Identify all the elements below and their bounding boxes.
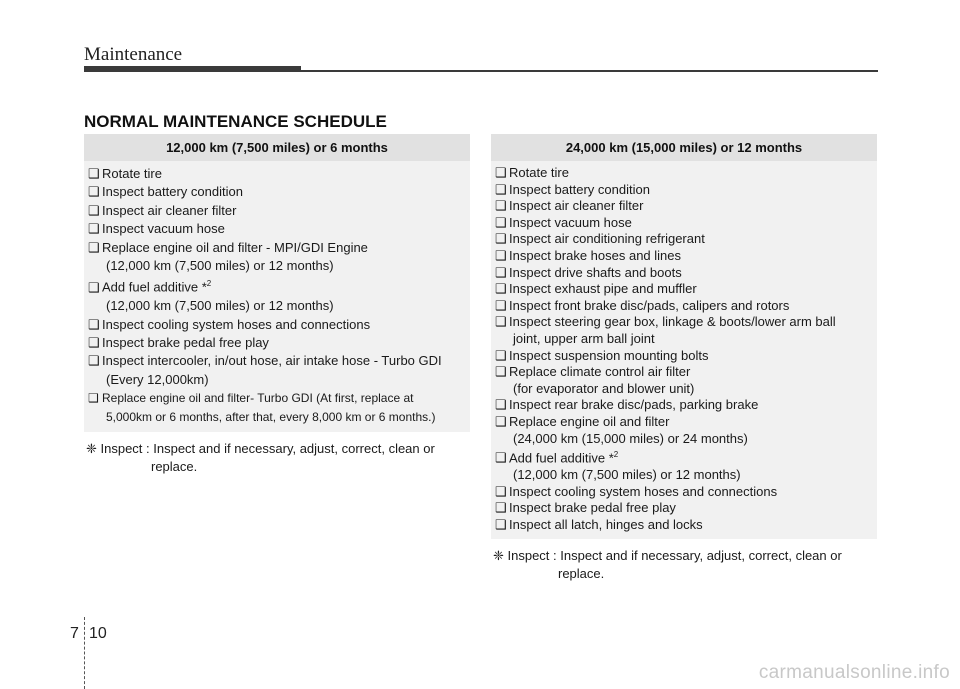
checklist-item-label: Replace engine oil and filter bbox=[509, 413, 670, 429]
checkbox-icon: ❑ bbox=[495, 483, 507, 499]
checkbox-icon: ❑ bbox=[88, 316, 100, 332]
checkbox-icon: ❑ bbox=[88, 279, 100, 295]
checklist-item bbox=[88, 316, 464, 334]
checklist-item-label: Inspect brake pedal free play bbox=[102, 334, 269, 350]
checkbox-icon: ❑ bbox=[88, 334, 100, 350]
checklist-item-label: Inspect front brake disc/pads, calipers and rotors bbox=[509, 297, 790, 313]
checkbox-icon: ❑ bbox=[495, 297, 507, 313]
schedule-column-12000 bbox=[84, 134, 470, 476]
column-heading: 12,000 km (7,500 miles) or 6 months bbox=[84, 134, 470, 161]
checklist-item bbox=[88, 165, 464, 183]
checklist-item-label: Inspect air cleaner filter bbox=[102, 202, 237, 218]
checkbox-icon: ❑ bbox=[88, 353, 100, 369]
checklist-item-label: Replace engine oil and filter - MPI/GDI Engine bbox=[102, 239, 368, 255]
checklist-item bbox=[88, 275, 464, 297]
checklist-item bbox=[88, 334, 464, 352]
checklist-item bbox=[495, 414, 871, 431]
checklist-item bbox=[88, 220, 464, 238]
header-title: Maintenance bbox=[84, 44, 183, 65]
checklist-item-label: Inspect vacuum hose bbox=[102, 221, 225, 237]
inspect-note-line: ❈ Inspect : Inspect and if necessary, adjust, correct, clean or bbox=[86, 441, 435, 457]
footnote-marker: 2 bbox=[613, 450, 619, 460]
checkbox-icon: ❑ bbox=[495, 397, 507, 413]
checklist-item-label: Inspect cooling system hoses and connections bbox=[102, 316, 371, 332]
checkbox-icon: ❑ bbox=[88, 239, 100, 255]
checkbox-icon: ❑ bbox=[495, 165, 507, 180]
checklist-item-label: Inspect exhaust pipe and muffler bbox=[509, 281, 697, 297]
checkbox-icon: ❑ bbox=[88, 221, 100, 237]
checklist-item bbox=[495, 298, 871, 315]
checklist-item bbox=[495, 447, 871, 467]
checklist-item bbox=[88, 352, 464, 370]
checklist-item bbox=[495, 500, 871, 517]
checkbox-icon: ❑ bbox=[495, 231, 507, 247]
checklist bbox=[491, 161, 877, 539]
checklist-item bbox=[495, 248, 871, 265]
inspect-note-continuation: replace. bbox=[151, 459, 198, 475]
checklist-item bbox=[495, 364, 871, 381]
checkbox-icon: ❑ bbox=[495, 500, 507, 516]
checklist-item bbox=[88, 389, 464, 407]
chapter-number: 7 bbox=[70, 625, 79, 642]
checklist-item-label: Inspect rear brake disc/pads, parking brake bbox=[509, 397, 759, 413]
checklist-item-label: Rotate tire bbox=[509, 165, 569, 180]
checkbox-icon: ❑ bbox=[88, 202, 100, 218]
checklist-item bbox=[495, 231, 871, 248]
checklist-item bbox=[495, 265, 871, 282]
checklist-item-label: Inspect battery condition bbox=[102, 184, 243, 200]
checklist-item-label: Inspect drive shafts and boots bbox=[509, 264, 682, 280]
checklist-item-continuation: (for evaporator and blower unit) bbox=[513, 380, 695, 396]
section-title: NORMAL MAINTENANCE SCHEDULE bbox=[84, 112, 387, 131]
checklist bbox=[84, 161, 470, 432]
checklist-item bbox=[495, 215, 871, 232]
checklist-item bbox=[88, 202, 464, 220]
checklist-item-label: Inspect intercooler, in/out hose, air intake hose - Turbo GDI bbox=[102, 353, 442, 369]
checklist-item-label: Inspect all latch, hinges and locks bbox=[509, 516, 703, 532]
checklist-item-continuation: (12,000 km (7,500 miles) or 12 months) bbox=[513, 467, 741, 483]
inspect-note-continuation: replace. bbox=[558, 566, 605, 582]
checklist-item-label: Inspect air conditioning refrigerant bbox=[509, 231, 705, 247]
checkbox-icon: ❑ bbox=[495, 364, 507, 380]
column-heading: 24,000 km (15,000 miles) or 12 months bbox=[491, 134, 877, 161]
checklist-item bbox=[495, 314, 871, 331]
checkbox-icon: ❑ bbox=[88, 391, 99, 406]
checklist-item-label: Rotate tire bbox=[102, 166, 162, 181]
checklist-item-continuation: (24,000 km (15,000 miles) or 24 months) bbox=[513, 430, 748, 446]
checkbox-icon: ❑ bbox=[495, 450, 507, 466]
checklist-item bbox=[495, 348, 871, 365]
checklist-item bbox=[495, 517, 871, 534]
checklist-item-label: Inspect suspension mounting bolts bbox=[509, 347, 709, 363]
checklist-item-label: Inspect brake pedal free play bbox=[509, 500, 676, 516]
inspect-note bbox=[491, 547, 877, 583]
header-rule-thick bbox=[84, 66, 301, 72]
checkbox-icon: ❑ bbox=[495, 247, 507, 263]
checkbox-icon: ❑ bbox=[495, 516, 507, 532]
checklist-item-continuation: (12,000 km (7,500 miles) or 12 months) bbox=[106, 258, 334, 274]
checklist-item-label: Inspect air cleaner filter bbox=[509, 198, 644, 214]
header-rule-thin bbox=[301, 70, 878, 72]
checklist-item-continuation: (12,000 km (7,500 miles) or 12 months) bbox=[106, 298, 334, 314]
checklist-item-continuation: joint, upper arm ball joint bbox=[513, 330, 655, 346]
checklist-item bbox=[495, 484, 871, 501]
checkbox-icon: ❑ bbox=[495, 281, 507, 297]
checklist-item-label: Inspect cooling system hoses and connections bbox=[509, 483, 778, 499]
checklist-item-label: Inspect battery condition bbox=[509, 181, 650, 197]
inspect-note bbox=[84, 440, 470, 476]
checkbox-icon: ❑ bbox=[495, 347, 507, 363]
inspect-note-line: ❈ Inspect : Inspect and if necessary, adjust, correct, clean or bbox=[493, 548, 842, 564]
checklist-item-continuation: 5,000km or 6 months, after that, every 8,000 km or 6 months.) bbox=[106, 409, 436, 424]
checklist-item-label: Add fuel additive * bbox=[509, 450, 614, 466]
checklist-item bbox=[495, 198, 871, 215]
checklist-item-label: Replace engine oil and filter- Turbo GDI (At first, replace at bbox=[102, 391, 414, 406]
checkbox-icon: ❑ bbox=[88, 166, 100, 181]
checkbox-icon: ❑ bbox=[495, 181, 507, 197]
checklist-item-label: Add fuel additive * bbox=[102, 279, 207, 295]
footnote-marker: 2 bbox=[206, 279, 212, 289]
checkbox-icon: ❑ bbox=[495, 198, 507, 214]
checklist-item bbox=[495, 165, 871, 182]
footer-divider bbox=[84, 617, 85, 689]
checklist-item bbox=[495, 397, 871, 414]
watermark: carmanualsonline.info bbox=[758, 662, 950, 683]
checkbox-icon: ❑ bbox=[495, 214, 507, 230]
checklist-item-label: Inspect steering gear box, linkage & boots/lower arm ball bbox=[509, 314, 836, 330]
checkbox-icon: ❑ bbox=[495, 264, 507, 280]
checkbox-icon: ❑ bbox=[495, 314, 507, 330]
checklist-item-label: Replace climate control air filter bbox=[509, 364, 691, 380]
checkbox-icon: ❑ bbox=[88, 184, 100, 200]
checklist-item-continuation: (Every 12,000km) bbox=[106, 371, 209, 387]
checklist-item bbox=[88, 239, 464, 257]
checklist-item-label: Inspect vacuum hose bbox=[509, 214, 632, 230]
page-number: 10 bbox=[89, 625, 107, 642]
checkbox-icon: ❑ bbox=[495, 413, 507, 429]
checklist-item bbox=[88, 183, 464, 201]
checklist-item bbox=[495, 182, 871, 199]
schedule-column-24000 bbox=[491, 134, 877, 583]
checklist-item bbox=[495, 281, 871, 298]
checklist-item-label: Inspect brake hoses and lines bbox=[509, 247, 681, 263]
